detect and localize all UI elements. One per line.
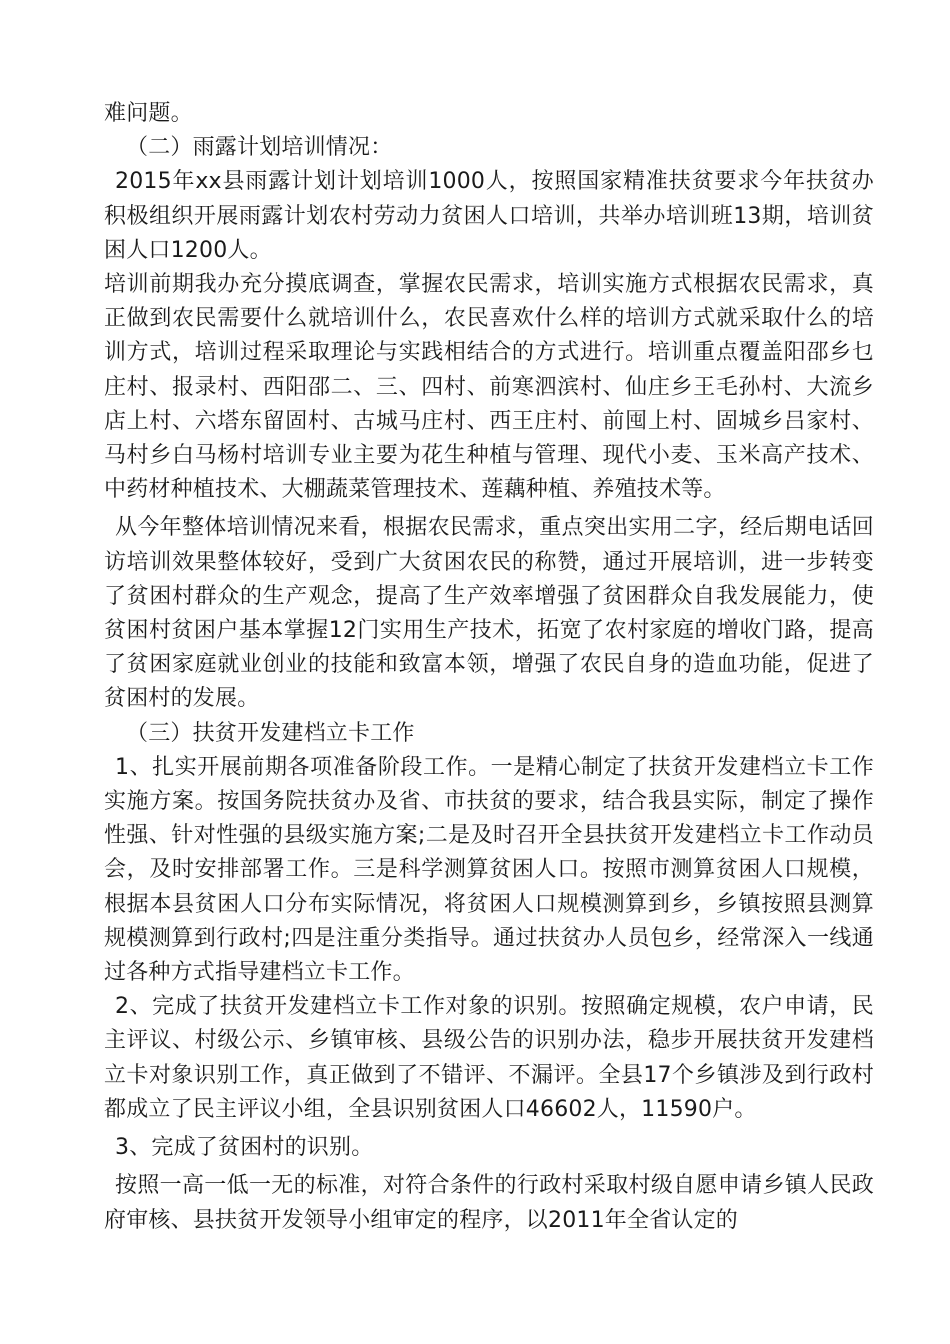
document-body bbox=[104, 97, 874, 1238]
paragraph-preparation-work: 1、扎实开展前期各项准备阶段工作。一是精心制定了扶贫开发建档立卡工作实施方案。按国务院扶贫办及省、市扶贫的要求，结合我县实际，制定了操作性强、针对性强的县级实施方案;二是及时召开全县扶贫开发建档立卡工作动员会，及时安排部署工作。三是科学测算贫困人口。按照市测算贫困人口规模，根据本县贫困人口分布实际情况，将贫困人口规模测算到乡，乡镇按照县测算规模测算到行政村;四是注重分类指导。通过扶贫办人员包乡，经常深入一线通过各种方式指导建档立卡工作。 bbox=[104, 754, 874, 986]
paragraph-yulu-plan: 2015年xx县雨露计划计划培训1000人，按照国家精准扶贫要求今年扶贫办积极组织开展雨露计划农村劳动力贫困人口培训，共举办培训班13期，培训贫困人口1200人。 bbox=[104, 169, 874, 263]
paragraph-training-results: 从今年整体培训情况来看，根据农民需求，重点突出实用二字，经后期电话回访培训效果整体较好，受到广大贫困农民的称赞，通过开展培训，进一步转变了贫困村群众的生产观念，提高了生产效率增强了贫困群众自我发展能力，使贫困村贫困户基本掌握12门实用生产技术，拓宽了农村家庭的增收门路，提高了贫困家庭就业创业的技能和致富本领，增强了农民自身的造血功能，促进了贫困村的发展。 bbox=[104, 515, 874, 712]
paragraph-continuation: 难问题。 bbox=[104, 101, 193, 126]
paragraph-standards: 按照一高一低一无的标准，对符合条件的行政村采取村级自愿申请乡镇人民政府审核、县扶贫开发领导小组审定的程序，以2011年全省认定的 bbox=[104, 1173, 874, 1233]
paragraph-target-identification: 2、完成了扶贫开发建档立卡工作对象的识别。按照确定规模，农户申请，民主评议、村级公示、乡镇审核、县级公告的识别办法，稳步开展扶贫开发建档立卡对象识别工作，真正做到了不错评、不漏评。全县17个乡镇涉及到行政村都成立了民主评议小组，全县识别贫困人口46602人，11590户。 bbox=[104, 994, 874, 1122]
section-heading-filing-cards: （三）扶贫开发建档立卡工作 bbox=[126, 720, 415, 746]
paragraph-village-identification: 3、完成了贫困村的识别。 bbox=[115, 1135, 374, 1161]
paragraph-training-survey: 培训前期我办充分摸底调查，掌握农民需求，培训实施方式根据农民需求，真正做到农民需要什么就培训什么，农民喜欢什么样的培训方式就采取什么的培训方式，培训过程采取理论与实践相结合的方式进行。培训重点覆盖阳邵乡乜庄村、报录村、西阳邵二、三、四村、前寒泗滨村、仙庄乡王毛孙村、大流乡店上村、六塔东留固村、古城马庄村、西王庄村、前囤上村、固城乡吕家村、马村乡白马杨村培训专业主要为花生种植与管理、现代小麦、玉米高产技术、中药材种植技术、大棚蔬菜管理技术、莲藕种植、养殖技术等。 bbox=[104, 272, 874, 503]
section-heading-yulu-training: （二）雨露计划培训情况： bbox=[126, 135, 393, 161]
